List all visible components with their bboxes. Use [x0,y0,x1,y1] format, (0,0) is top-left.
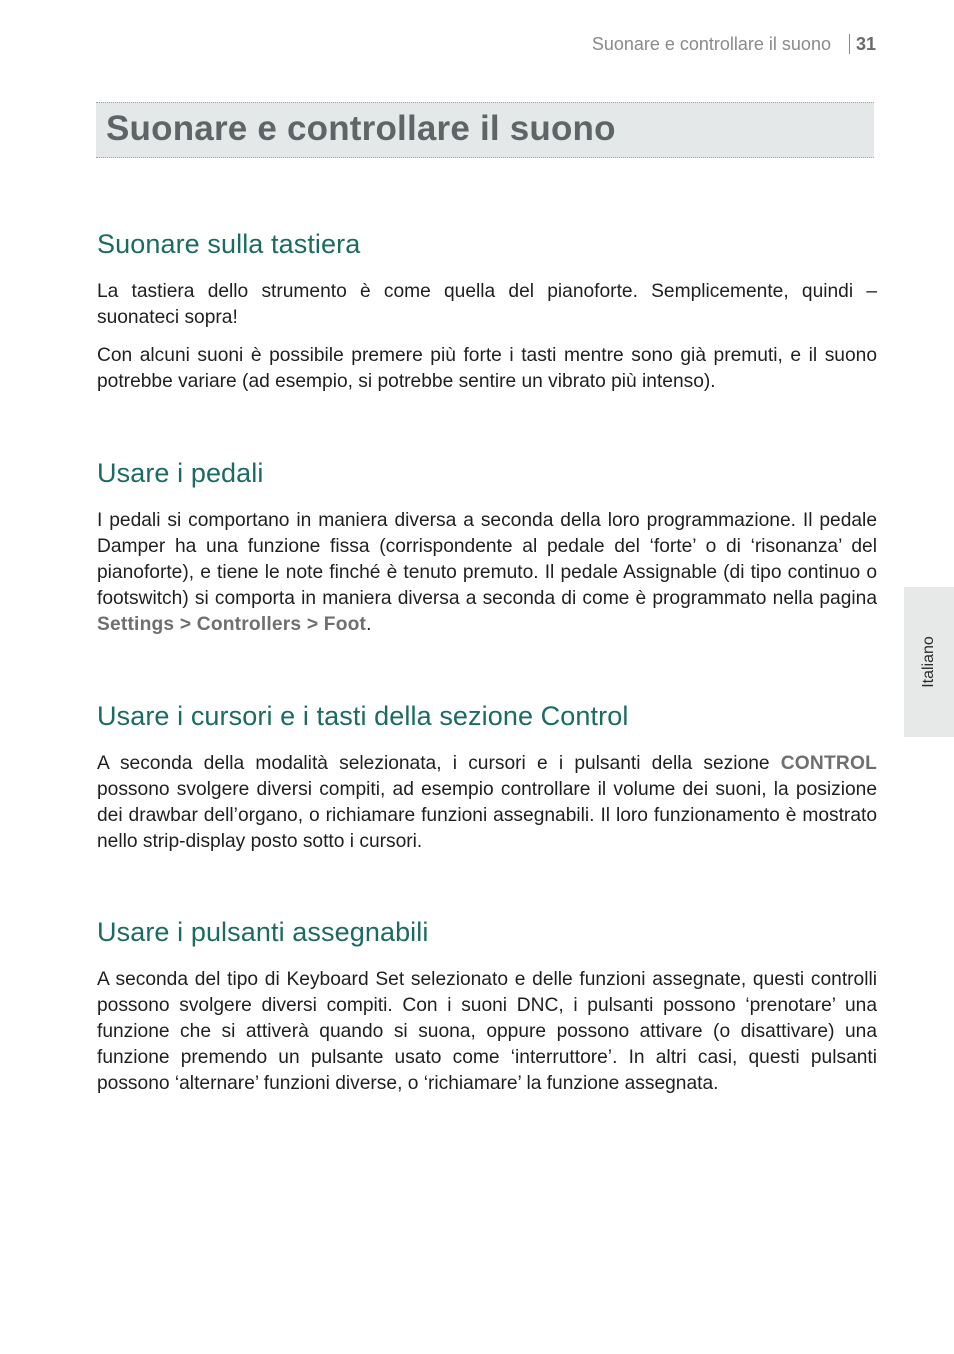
ui-reference: CONTROL [780,753,877,774]
page-number: 31 [855,34,876,54]
header-divider [849,34,850,54]
language-label: Italiano [920,636,937,688]
section-assignable-buttons [97,917,877,1097]
section-keyboard [97,229,877,395]
language-tab [904,587,954,737]
running-header [592,34,876,55]
section-control [97,701,877,855]
running-title: Suonare e controllare il suono [591,34,831,54]
chapter-title-bar [96,102,874,158]
paragraph: Con alcuni suoni è possibile premere più forte i tasti mentre sono già premuti, e il suono potrebbe variare (ad esempio, si potrebbe sentire un vibrato più intenso). [97,345,877,392]
section-heading: Suonare sulla tastiera [97,229,361,259]
paragraph-text: I pedali si comportano in maniera diversa a seconda della loro programmazione. Il pedale Damper ha una funzione fissa (corrispondente al pedale del ‘forte’ o di ‘risonanza’ del pianoforte), e tiene le note finché è tenuto premuto. Il pedale Assignable (di tipo continuo o footswitch) si comporta in maniera diversa a seconda di come è programmato nella pagina [97,510,877,609]
section-heading: Usare i pulsanti assegnabili [97,917,429,947]
ui-reference: Settings > Controllers > Foot [97,614,367,635]
paragraph: La tastiera dello strumento è come quella del pianoforte. Semplicemente, quindi – suonateci sopra! [97,281,877,328]
paragraph-text: possono svolgere diversi compiti, ad esempio controllare il volume dei suoni, la posizione dei drawbar dell’organo, o richiamare funzioni assegnabili. Il loro funzionamento è mostrato nello strip-display posto sotto i cursori. [97,779,877,852]
chapter-title: Suonare e controllare il suono [106,109,616,148]
section-pedals [97,458,877,638]
section-heading: Usare i pedali [97,458,264,488]
paragraph: A seconda del tipo di Keyboard Set selezionato e delle funzioni assegnate, questi controlli possono svolgere diversi compiti. Con i suoni DNC, i pulsanti possono ‘prenotare’ una funzione che si attiverà quando si suona, oppure possono attivare (o disattivare) una funzione premendo un pulsante usato come ‘interruttore’. In altri casi, questi pulsanti possono ‘alternare’ funzioni diverse, o ‘richiamare’ la funzione assegnata. [97,969,877,1094]
paragraph [97,751,877,855]
section-heading: Usare i cursori e i tasti della sezione Control [97,701,629,731]
paragraph [97,508,877,638]
paragraph-text: . [366,614,372,635]
paragraph-text: A seconda della modalità selezionata, i cursori e i pulsanti della sezione [97,753,781,774]
